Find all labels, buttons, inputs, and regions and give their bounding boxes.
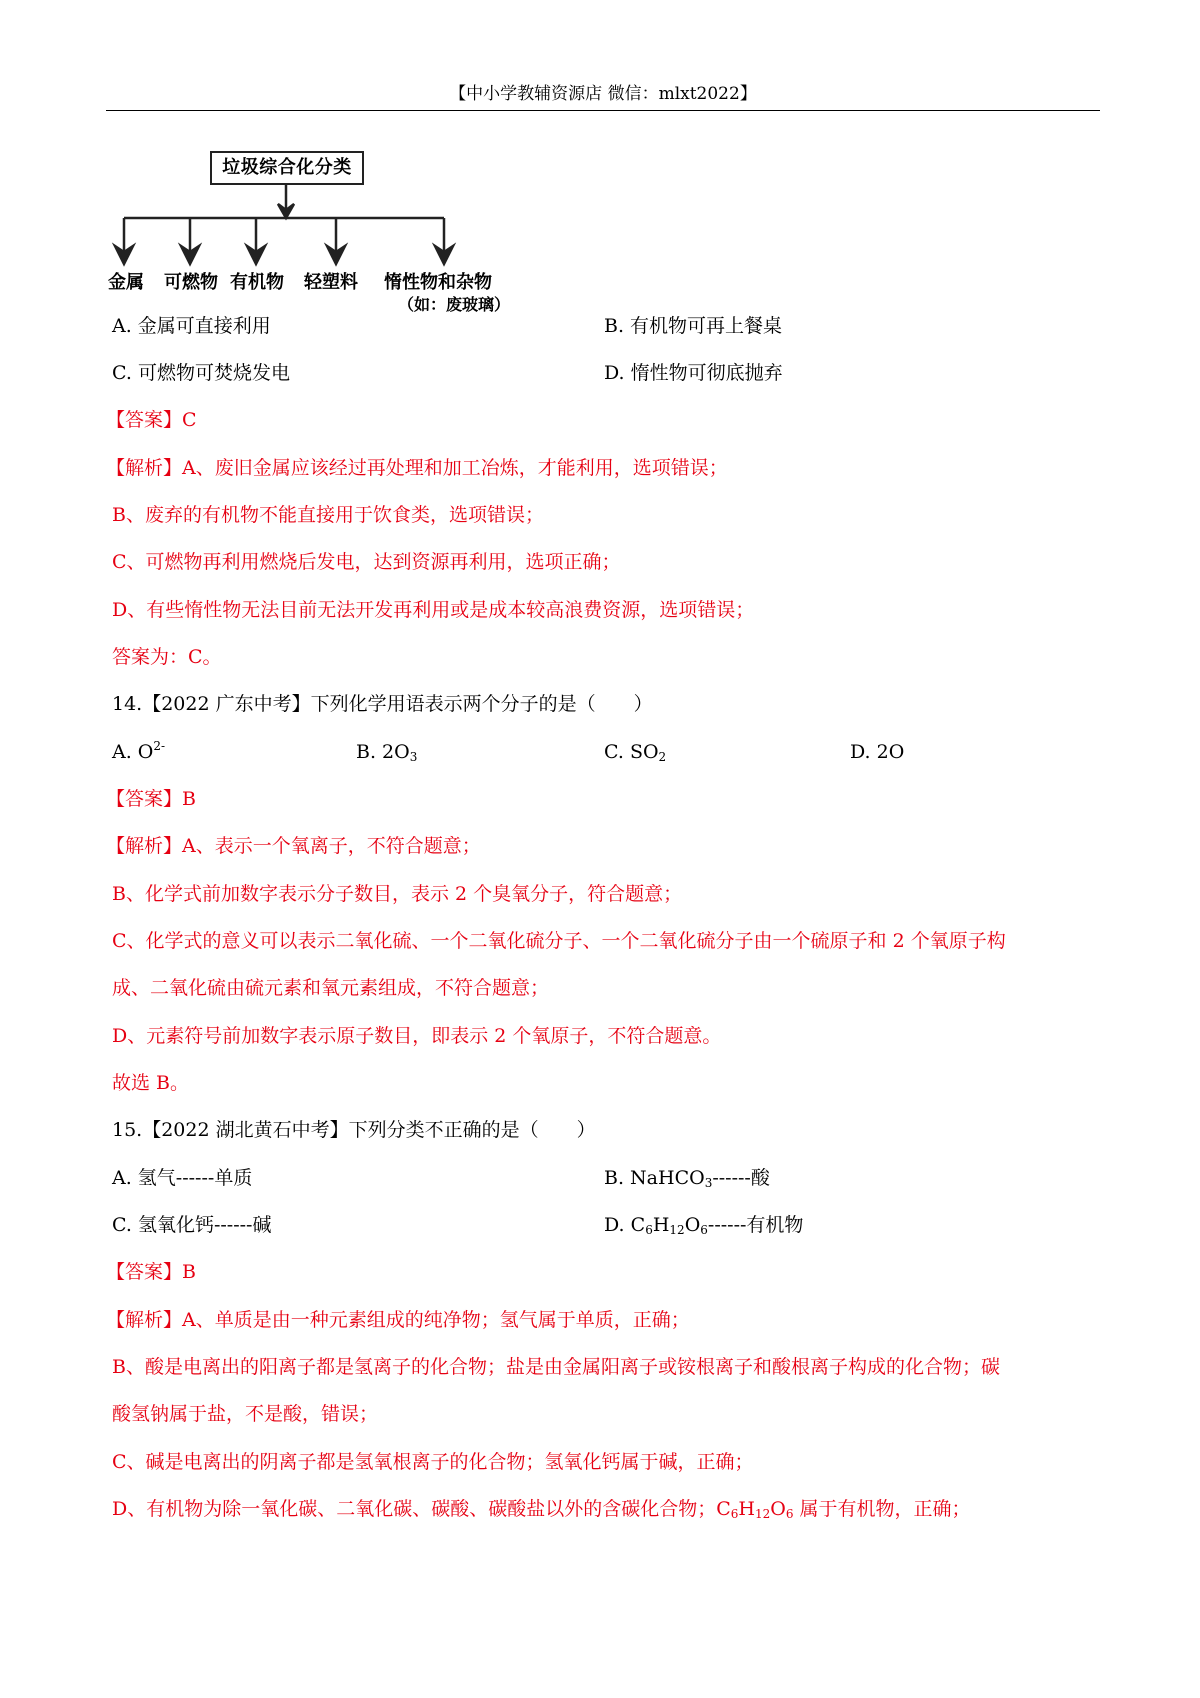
q14-analysis-line: 成、二氧化硫由硫元素和氧元素组成，不符合题意； [112,977,550,999]
q15-option-b-suffix: ------酸 [712,1167,770,1189]
q15-analysis-line: 酸氢钠属于盐，不是酸，错误； [112,1403,379,1425]
q13-final-answer: 答案为：C。 [112,646,222,668]
q15-last-line-text: D、有机物为除一氧化碳、二氧化碳、碳酸、碳酸盐以外的含碳化合物；C [112,1498,731,1520]
q15-stem: 15.【2022 湖北黄石中考】下列分类不正确的是（ ） [112,1119,596,1141]
q15-option-d-subscript: 6 [700,1223,708,1237]
q14-option-c-text: C. SO [604,741,659,763]
q14-answer: 【答案】B [106,788,196,810]
q15-option-d-subscript: 12 [669,1223,685,1237]
q13-analysis-line: 【解析】A、废旧金属应该经过再处理和加工冶炼，才能利用，选项错误； [106,457,728,479]
q15-option-d-text: D. C [604,1214,646,1236]
q14-option-c-subscript: 2 [658,750,667,764]
q14-analysis-line: D、元素符号前加数字表示原子数目，即表示 2 个氧原子，不符合题意。 [112,1025,722,1047]
q15-last-line-suffix: 属于有机物，正确； [793,1498,971,1520]
q15-last-line-subscript: 6 [730,1507,739,1521]
header-rule [106,110,1100,111]
q15-option-b-text: B. NaHCO [604,1167,705,1189]
q15-last-line-o: O [770,1498,786,1520]
q15-last-line-subscript: 6 [785,1507,794,1521]
q15-option-d-h: H [652,1214,670,1236]
q15-analysis-line [112,1495,971,1523]
q14-final-answer: 故选 B。 [112,1072,190,1094]
waste-classification-diagram [106,140,526,314]
q13-option-c: C. 可燃物可焚烧发电 [112,362,290,384]
q15-last-line-h: H [738,1498,755,1520]
q14-option-b-subscript: 3 [409,750,418,764]
q13-answer: 【答案】C [106,409,197,431]
q14-stem: 14.【2022 广东中考】下列化学用语表示两个分子的是（ ） [112,693,653,715]
q15-analysis-line: C、碱是电离出的阴离子都是氢氧根离子的化合物；氢氧化钙属于碱，正确； [112,1451,754,1473]
q13-option-b: B. 有机物可再上餐桌 [604,315,783,337]
q14-option-c [604,738,666,766]
q15-option-c: C. 氢氧化钙------碱 [112,1214,272,1236]
q14-option-a-charge: 2- [153,739,166,753]
q13-option-d: D. 惰性物可彻底抛弃 [604,362,783,384]
page-header: 【中小学教辅资源店 微信：mlxt2022】 [449,84,757,104]
q15-option-b [604,1164,770,1192]
q15-option-d-suffix: ------有机物 [707,1214,804,1236]
q15-answer: 【答案】B [106,1261,196,1283]
q14-analysis-line: 【解析】A、表示一个氧离子，不符合题意； [106,835,481,857]
category-organic: 有机物 [230,272,284,293]
q15-option-a: A. 氢气------单质 [112,1167,253,1189]
q13-analysis-line: B、废弃的有机物不能直接用于饮食类，选项错误； [112,504,544,526]
q13-analysis-line: D、有些惰性物无法目前无法开发再利用或是成本较高浪费资源，选项错误； [112,599,755,621]
q15-option-d [604,1211,803,1239]
q15-last-line-subscript: 12 [755,1507,771,1521]
category-combustible: 可燃物 [164,272,218,293]
q13-analysis-line: C、可燃物再利用燃烧后发电，达到资源再利用，选项正确； [112,551,621,573]
q14-option-b [356,738,417,766]
q14-analysis-line: C、化学式的意义可以表示二氧化硫、一个二氧化硫分子、一个二氧化硫分子由一个硫原子和 2 个氧原子构 [112,930,1006,952]
q15-option-b-subscript: 3 [704,1176,713,1190]
category-light-plastic: 轻塑料 [304,272,358,293]
q14-option-b-text: B. 2O [356,741,410,763]
diagram-title-box: 垃圾综合化分类 [210,151,364,185]
q14-analysis-line: B、化学式前加数字表示分子数目，表示 2 个臭氧分子，符合题意； [112,883,683,905]
q15-option-d-o: O [684,1214,701,1236]
category-inert: 惰性物和杂物 [384,272,492,293]
q15-analysis-line: B、酸是电离出的阳离子都是氢离子的化合物；盐是由金属阳离子或铵根离子和酸根离子构成的化合物；碳 [112,1356,1000,1378]
q14-option-d: D. 2O [850,741,905,763]
q14-option-a [112,738,165,766]
category-metal: 金属 [108,272,144,293]
q14-option-a-text: A. O [112,741,154,763]
q13-option-a: A. 金属可直接利用 [112,315,271,337]
category-inert-note: （如：废玻璃） [398,295,511,314]
q15-analysis-line: 【解析】A、单质是由一种元素组成的纯净物；氢气属于单质，正确； [106,1309,690,1331]
q15-option-d-subscript: 6 [645,1223,653,1237]
